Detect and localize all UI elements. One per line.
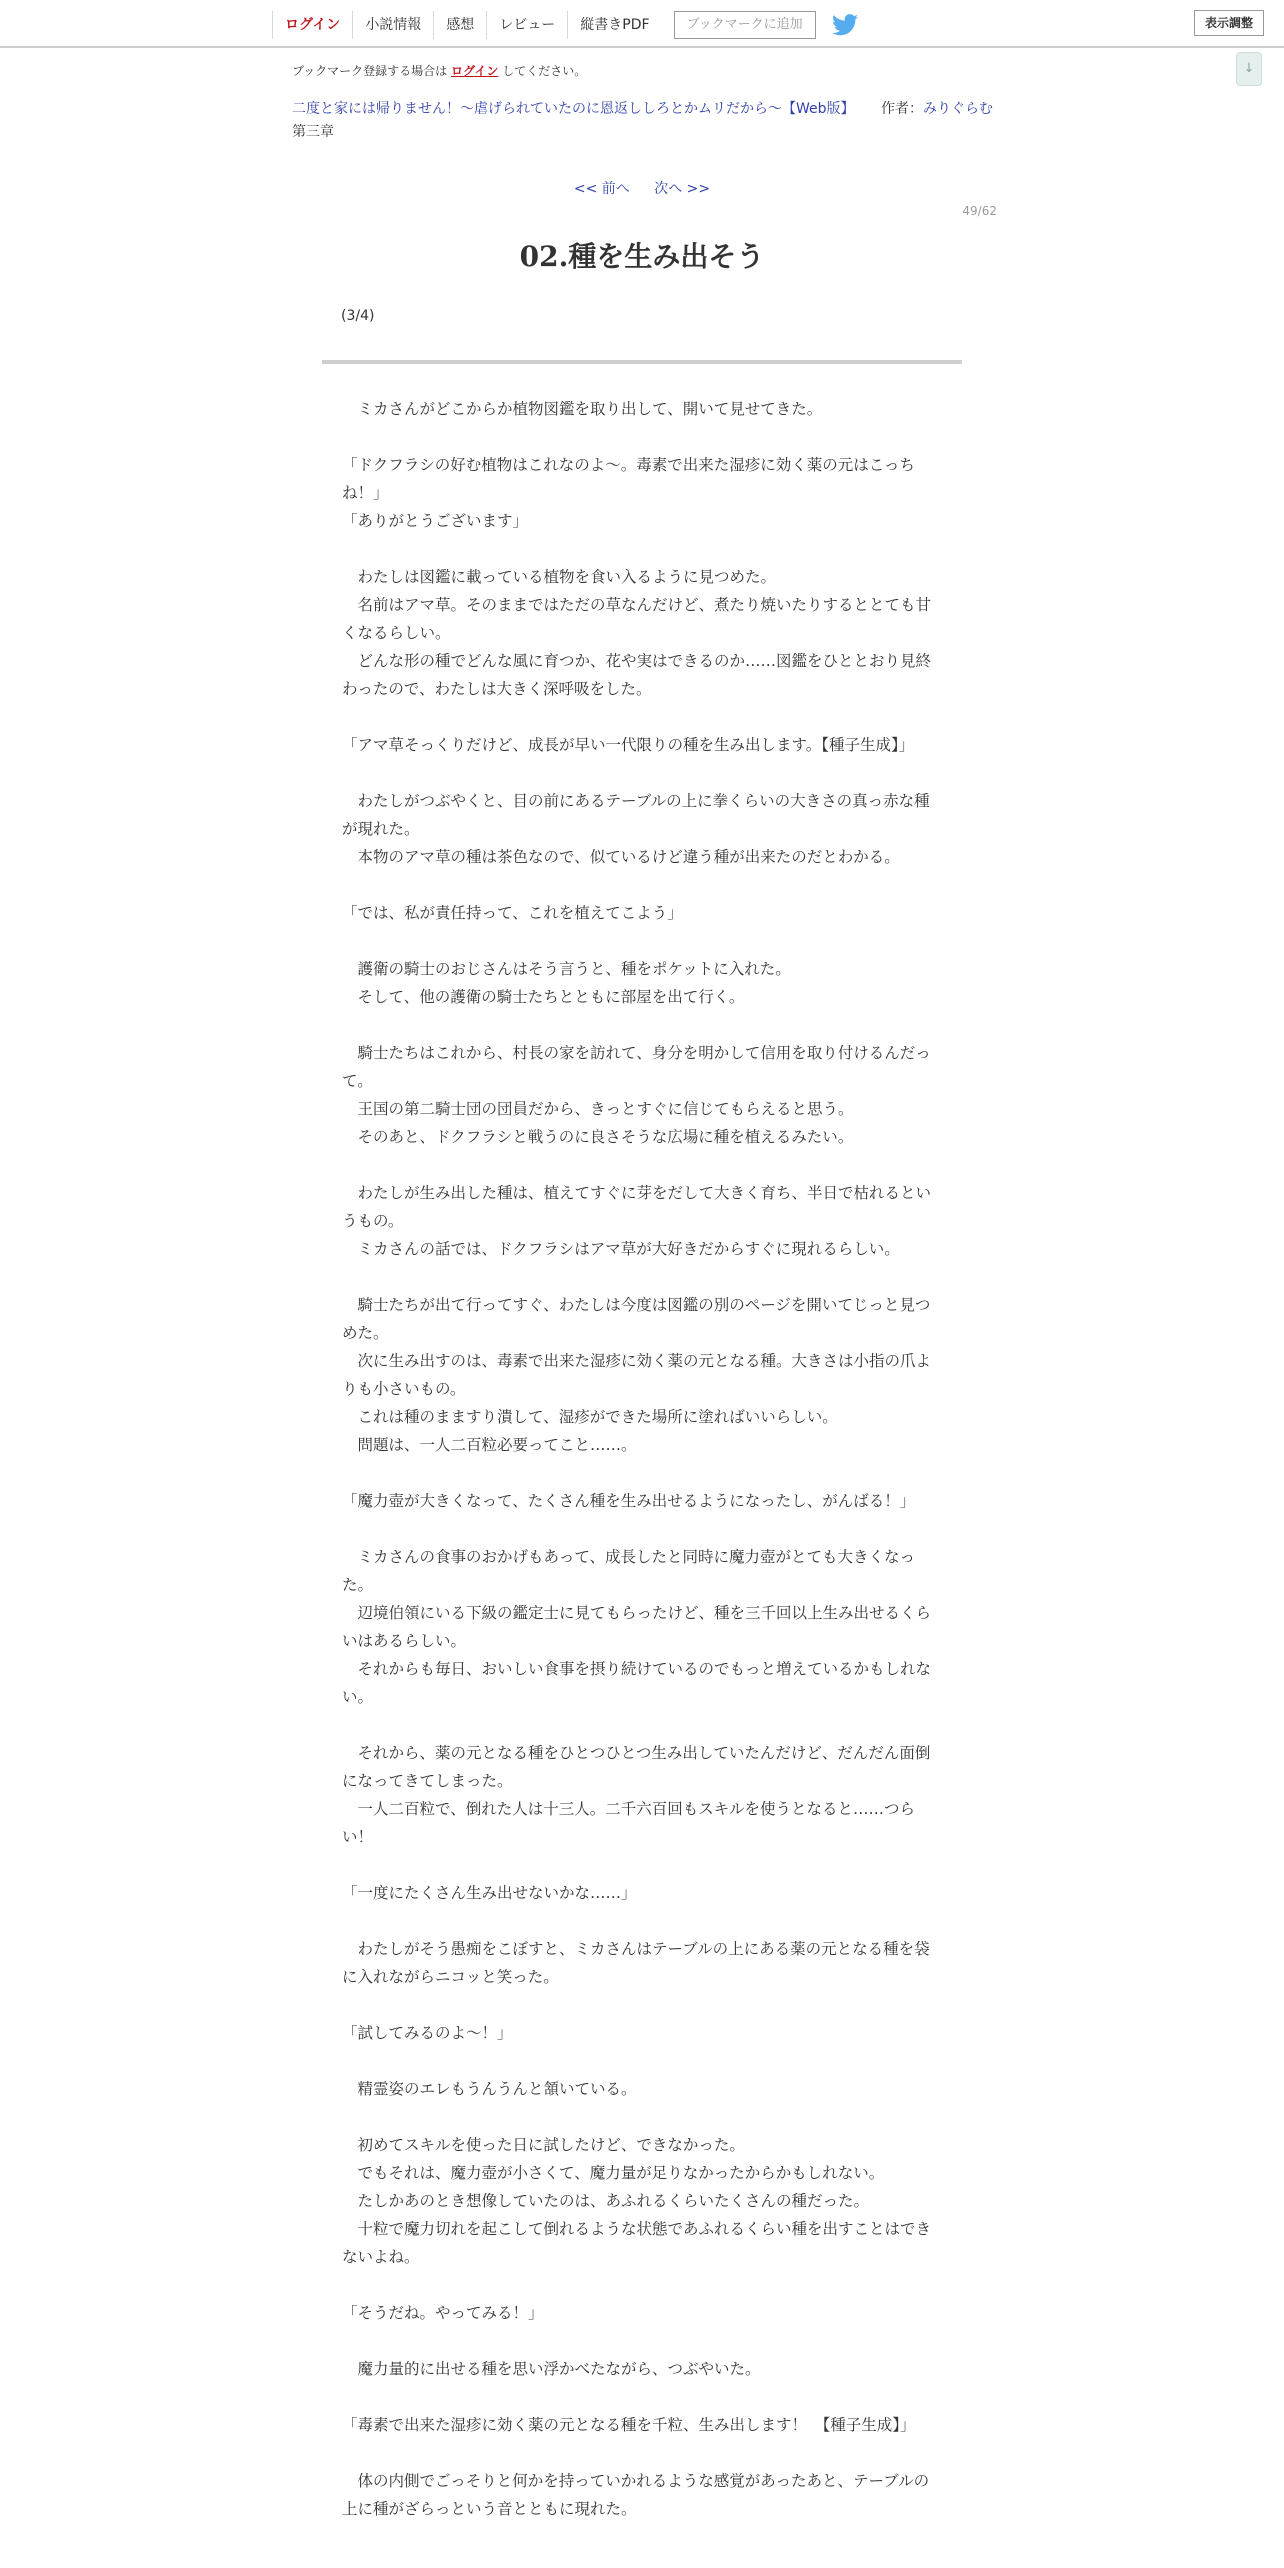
body-blank-line <box>342 2271 942 2299</box>
body-paragraph: 「では、私が責任持って、これを植えてこよう」 <box>342 904 683 922</box>
nav-vertical-pdf-link[interactable]: 縦書きPDF <box>567 11 661 39</box>
body-blank-line <box>342 1263 942 1291</box>
body-blank-line <box>342 1459 942 1487</box>
body-blank-line <box>342 1011 942 1039</box>
nav-review-link[interactable]: レビュー <box>486 11 567 39</box>
body-paragraph: 名前はアマ草。そのままではただの草なんだけど、煮たり焼いたりするととても甘くなるらしい。 <box>342 596 932 642</box>
body-paragraph: わたしは図鑑に載っている植物を食い入るように見つめた。 <box>342 568 777 586</box>
body-blank-line <box>342 927 942 955</box>
nav-impressions-link[interactable]: 感想 <box>433 11 486 39</box>
body-paragraph: 「一度にたくさん生み出せないかな……」 <box>342 1884 637 1902</box>
body-paragraph: 次に生み出すのは、毒素で出来た湿疹に効く薬の元となる種。大きさは小指の爪よりも小さいもの。 <box>342 1352 932 1398</box>
top-navigation-bar <box>0 0 1284 48</box>
body-paragraph: 王国の第二騎士団の団員だから、きっとすぐに信じてもらえると思う。 <box>342 1100 854 1118</box>
body-paragraph: わたしが生み出した種は、植えてすぐに芽をだして大きく育ち、半日で枯れるというもの。 <box>342 1184 932 1230</box>
episode-pager <box>0 178 1284 198</box>
top-nav <box>272 10 858 40</box>
body-paragraph: 騎士たちはこれから、村長の家を訪れて、身分を明かして信用を取り付けるんだって。 <box>342 1044 931 1090</box>
body-paragraph: 問題は、一人二百粒必要ってこと……。 <box>342 1436 637 1454</box>
author-label: 作者： <box>880 101 923 117</box>
body-blank-line <box>342 535 942 563</box>
body-blank-line <box>342 2383 942 2411</box>
body-paragraph: 辺境伯領にいる下級の鑑定士に見てもらったけど、種を三千回以上生み出せるくらいはあるらしい。 <box>342 1604 932 1650</box>
nav-login-link[interactable]: ログイン <box>272 11 352 39</box>
novel-body <box>342 395 942 2523</box>
body-paragraph: そのあと、ドクフラシと戦うのに良さそうな広場に種を植えるみたい。 <box>342 1128 854 1146</box>
body-paragraph: それから、薬の元となる種をひとつひとつ生み出していたんだけど、だんだん面倒になってきてしまった。 <box>342 1744 931 1790</box>
add-bookmark-button[interactable]: ブックマークに追加 <box>674 11 816 39</box>
episode-title: 02.種を生み出そう <box>519 240 765 273</box>
body-blank-line <box>342 1907 942 1935</box>
episode-counter: 49/62 <box>962 204 997 218</box>
body-paragraph: でもそれは、魔力壺が小さくて、魔力量が足りなかったからかもしれない。 <box>342 2164 885 2182</box>
body-paragraph: これは種のまますり潰して、湿疹ができた場所に塗ればいいらしい。 <box>342 1408 838 1426</box>
novel-title-link[interactable]: 二度と家には帰りません！～虐げられていたのに恩返ししろとかムリだから～【Web版】 <box>292 101 855 117</box>
display-settings-button[interactable]: 表示調整 <box>1194 10 1264 36</box>
body-blank-line <box>342 2103 942 2131</box>
notice-prefix: ブックマーク登録する場合は <box>292 64 448 78</box>
body-blank-line <box>342 1851 942 1879</box>
body-blank-line <box>342 1711 942 1739</box>
body-paragraph: わたしがそう愚痴をこぼすと、ミカさんはテーブルの上にある薬の元となる種を袋に入れながらニコッと笑った。 <box>342 1940 930 1986</box>
body-paragraph: 護衛の騎士のおじさんはそう言うと、種をポケットに入れた。 <box>342 960 791 978</box>
twitter-bird-icon[interactable] <box>832 14 858 36</box>
scroll-down-button[interactable]: ↓ <box>1236 52 1262 86</box>
prev-episode-link[interactable]: << 前へ <box>573 181 630 197</box>
body-blank-line <box>342 2439 942 2467</box>
body-paragraph: ミカさんの食事のおかげもあって、成長したと同時に魔力壺がとても大きくなった。 <box>342 1548 916 1594</box>
body-blank-line <box>342 703 942 731</box>
body-paragraph: 十粒で魔力切れを起こして倒れるような状態であふれるくらい種を出すことはできないよね。 <box>342 2220 932 2266</box>
body-paragraph: たしかあのとき想像していたのは、あふれるくらいたくさんの種だった。 <box>342 2192 870 2210</box>
chapter-title: 第三章 <box>292 124 334 140</box>
body-paragraph: 一人二百粒で、倒れた人は十三人。二千六百回もスキルを使うとなると……つらい！ <box>342 1800 916 1846</box>
author-link[interactable]: みりぐらむ <box>922 101 993 117</box>
body-blank-line <box>342 1515 942 1543</box>
content-divider <box>322 360 962 364</box>
body-blank-line <box>342 871 942 899</box>
body-paragraph: 「アマ草そっくりだけど、成長が早い一代限りの種を生み出します。【種子生成】」 <box>342 736 915 754</box>
body-blank-line <box>342 1991 942 2019</box>
body-paragraph: 「毒素で出来た湿疹に効く薬の元となる種を千粒、生み出します！ 【種子生成】」 <box>342 2416 916 2434</box>
body-blank-line <box>342 423 942 451</box>
body-blank-line <box>342 759 942 787</box>
body-paragraph: 「そうだね。やってみる！」 <box>342 2304 544 2322</box>
body-paragraph: 「ありがとうございます」 <box>342 512 529 530</box>
nav-novel-info-link[interactable]: 小説情報 <box>352 11 433 39</box>
body-blank-line <box>342 2047 942 2075</box>
body-paragraph: 精霊姿のエレもうんうんと頷いている。 <box>342 2080 637 2098</box>
bookmark-login-notice <box>292 62 586 79</box>
body-paragraph: わたしがつぶやくと、目の前にあるテーブルの上に拳くらいの大きさの真っ赤な種が現れた。 <box>342 792 930 838</box>
body-paragraph: 本物のアマ草の種は茶色なので、似ているけど違う種が出来たのだとわかる。 <box>342 848 900 866</box>
body-paragraph: どんな形の種でどんな風に育つか、花や実はできるのか……図鑑をひととおり見終わったので、わたしは大きく深呼吸をした。 <box>342 652 932 698</box>
body-paragraph: 「試してみるのよ～！」 <box>342 2024 513 2042</box>
body-paragraph: 騎士たちが出て行ってすぐ、わたしは今度は図鑑の別のページを開いてじっと見つめた。 <box>342 1296 931 1342</box>
body-paragraph: そして、他の護衛の騎士たちとともに部屋を出て行く。 <box>342 988 745 1006</box>
notice-suffix: してください。 <box>502 64 587 78</box>
body-paragraph: 「魔力壺が大きくなって、たくさん種を生み出せるようになったし、がんばる！」 <box>342 1492 916 1510</box>
body-blank-line <box>342 1151 942 1179</box>
body-paragraph: それからも毎日、おいしい食事を摂り続けているのでもっと増えているかもしれない。 <box>342 1660 932 1706</box>
novel-header <box>292 98 1012 118</box>
body-paragraph: 魔力量的に出せる種を思い浮かべたながら、つぶやいた。 <box>342 2360 761 2378</box>
episode-subpage-indicator: (3/4) <box>341 308 375 324</box>
body-paragraph: 体の内側でごっそりと何かを持っていかれるような感覚があったあと、テーブルの上に種がざらっという音とともに現れた。 <box>342 2472 930 2518</box>
body-blank-line <box>342 2327 942 2355</box>
body-paragraph: ミカさんの話では、ドクフラシはアマ草が大好きだからすぐに現れるらしい。 <box>342 1240 900 1258</box>
body-paragraph: 「ドクフラシの好む植物はこれなのよ～。毒素で出来た湿疹に効く薬の元はこっちね！」 <box>342 456 915 502</box>
body-paragraph: 初めてスキルを使った日に試したけど、できなかった。 <box>342 2136 745 2154</box>
notice-login-link[interactable]: ログイン <box>451 64 499 78</box>
next-episode-link[interactable]: 次へ >> <box>654 181 711 197</box>
body-paragraph: ミカさんがどこからか植物図鑑を取り出して、開いて見せてきた。 <box>342 400 823 418</box>
